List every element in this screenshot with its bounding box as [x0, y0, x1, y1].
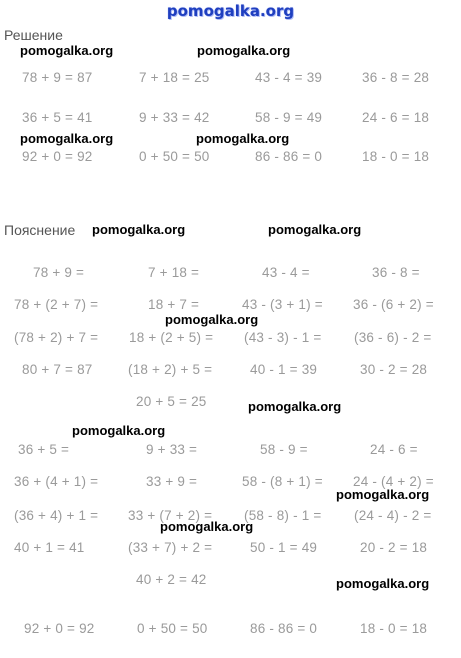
equation: 58 - 9 = [260, 442, 308, 457]
equation: (18 + 2) + 5 = [128, 362, 213, 377]
equation: (43 - 3) - 1 = [244, 330, 322, 345]
equation: 20 + 5 = 25 [136, 394, 207, 409]
equation: 43 - 4 = [262, 265, 310, 280]
equation: 7 + 18 = 25 [139, 70, 210, 85]
equation: 9 + 33 = [146, 442, 198, 457]
watermark: pomogalka.org [268, 222, 362, 237]
equation: (36 - 6) - 2 = [354, 330, 432, 345]
equation: 78 + 9 = [33, 265, 85, 280]
equation: 24 - 6 = 18 [362, 110, 430, 125]
equation: 36 - (6 + 2) = [353, 297, 434, 312]
watermark: pomogalka.org [336, 576, 430, 591]
equation: 86 - 86 = 0 [255, 149, 323, 164]
equation: (24 - 4) - 2 = [354, 508, 432, 523]
watermark: pomogalka.org [20, 43, 114, 58]
watermark: pomogalka.org [92, 222, 186, 237]
equation: 40 + 2 = 42 [136, 572, 207, 587]
equation: 50 - 1 = 49 [250, 540, 318, 555]
equation: 24 - (4 + 2) = [353, 474, 434, 489]
equation: 18 - 0 = 18 [360, 621, 428, 636]
equation: 43 - (3 + 1) = [242, 297, 323, 312]
site-title: pomogalka.org [166, 2, 295, 20]
watermark: pomogalka.org [196, 131, 290, 146]
equation: 92 + 0 = 92 [24, 621, 95, 636]
equation: 18 - 0 = 18 [362, 149, 430, 164]
equation: 78 + 9 = 87 [22, 70, 93, 85]
equation: 0 + 50 = 50 [137, 621, 208, 636]
equation: 18 + (2 + 5) = [129, 330, 214, 345]
equation: (33 + 7) + 2 = [128, 540, 213, 555]
equation: 33 + (7 + 2) = [128, 508, 213, 523]
equation: 58 - 9 = 49 [255, 110, 323, 125]
watermark: pomogalka.org [197, 43, 291, 58]
equation: 78 + (2 + 7) = [14, 297, 99, 312]
solution-heading: Решение [4, 27, 63, 43]
equation: 33 + 9 = [146, 474, 198, 489]
equation: 36 - 8 = 28 [362, 70, 430, 85]
equation: 58 - (8 + 1) = [242, 474, 323, 489]
equation: 0 + 50 = 50 [139, 149, 210, 164]
equation: 92 + 0 = 92 [22, 149, 93, 164]
equation: (58 - 8) - 1 = [244, 508, 322, 523]
equation: 40 + 1 = 41 [14, 540, 85, 555]
watermark: pomogalka.org [336, 487, 430, 502]
watermark: pomogalka.org [20, 131, 114, 146]
watermark: pomogalka.org [72, 423, 166, 438]
watermark: pomogalka.org [160, 519, 254, 534]
explanation-heading: Пояснение [4, 222, 76, 238]
equation: 9 + 33 = 42 [139, 110, 210, 125]
equation: 36 + (4 + 1) = [14, 474, 99, 489]
equation: 43 - 4 = 39 [255, 70, 323, 85]
equation: 36 + 5 = 41 [22, 110, 93, 125]
watermark: pomogalka.org [248, 399, 342, 414]
equation: 30 - 2 = 28 [360, 362, 428, 377]
equation: 18 + 7 = [148, 297, 200, 312]
equation: 40 - 1 = 39 [250, 362, 318, 377]
equation: 36 - 8 = [372, 265, 420, 280]
equation: 24 - 6 = [370, 442, 418, 457]
equation: 20 - 2 = 18 [360, 540, 428, 555]
equation: 36 + 5 = [18, 442, 70, 457]
equation: 80 + 7 = 87 [22, 362, 93, 377]
watermark: pomogalka.org [165, 312, 259, 327]
equation: (36 + 4) + 1 = [14, 508, 99, 523]
equation: (78 + 2) + 7 = [14, 330, 99, 345]
equation: 86 - 86 = 0 [250, 621, 318, 636]
equation: 7 + 18 = [148, 265, 200, 280]
